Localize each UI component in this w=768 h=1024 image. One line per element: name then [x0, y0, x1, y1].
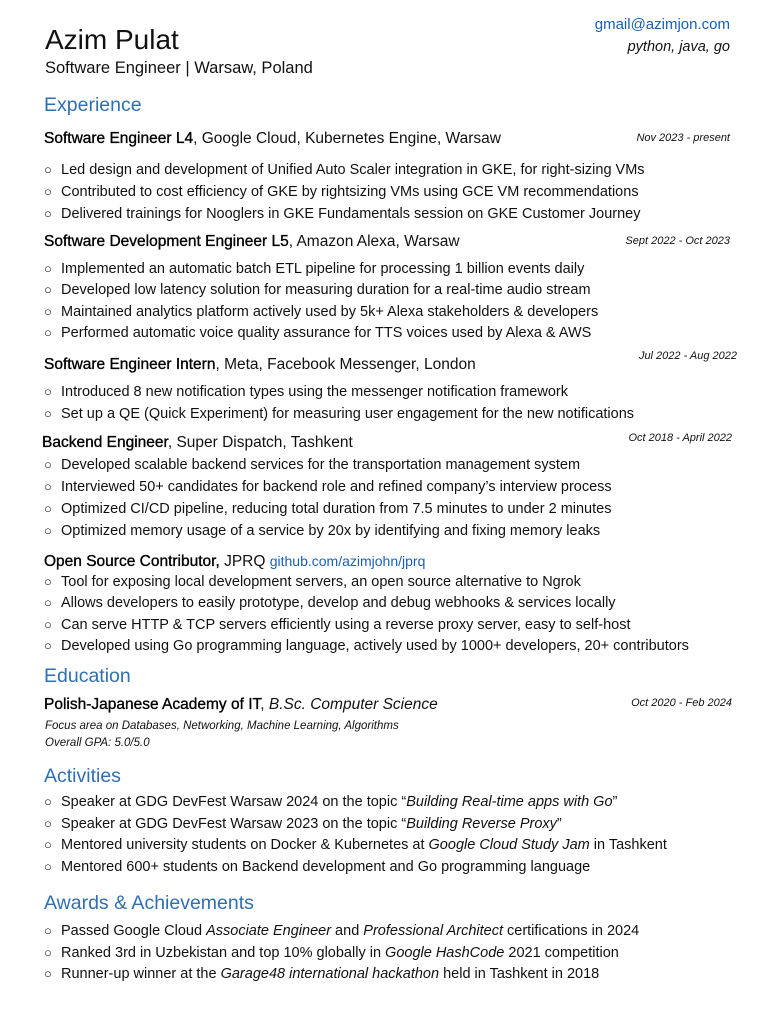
bullet-item: ○ Optimized CI/CD pipeline, reducing total duration from 7.5 minutes to under 2 minutes — [44, 501, 612, 517]
bullet-item: ○ Can serve HTTP & TCP servers efficiently using a reverse proxy server, easy to self-host — [44, 617, 631, 633]
resume-name: Azim Pulat — [45, 24, 179, 55]
job-title-superdispatch — [42, 433, 353, 453]
activity-item: ○ Speaker at GDG DevFest Warsaw 2023 on the topic “Building Reverse Proxy” — [44, 816, 562, 832]
job-date-meta: Jul 2022 - Aug 2022 — [638, 350, 737, 362]
bullet-item: ○ Implemented an automatic batch ETL pipeline for processing 1 billion events daily — [44, 261, 585, 277]
job-date-superdispatch: Oct 2018 - April 2022 — [628, 432, 732, 444]
job-title-meta — [44, 355, 476, 375]
bullet-item: ○ Developed scalable backend services for the transportation management system — [44, 457, 581, 473]
job-date-amazon: Sept 2022 - Oct 2023 — [625, 235, 730, 247]
education-focus: Focus area on Databases, Networking, Machine Learning, Algorithms — [45, 720, 399, 732]
job-title-google — [44, 129, 501, 149]
job-role: Software Development Engineer L5 — [44, 233, 289, 250]
email-link[interactable]: gmail@azimjon.com — [594, 16, 730, 33]
bullet-item: ○ Led design and development of Unified Auto Scaler integration in GKE, for right-sizing VMs — [44, 162, 645, 178]
bullet-item: ○ Introduced 8 new notification types using the messenger notification framework — [44, 384, 568, 400]
education-date: Oct 2020 - Feb 2024 — [631, 697, 732, 709]
bullet-item: ○ Performed automatic voice quality assurance for TTS voices used by Alexa & AWS — [44, 325, 592, 341]
section-experience-heading: Experience — [44, 94, 142, 116]
job-role: Software Engineer Intern — [44, 356, 216, 373]
resume-subtitle: Software Engineer | Warsaw, Poland — [45, 59, 313, 77]
job-role: Backend Engineer — [42, 434, 168, 451]
bullet-item: ○ Set up a QE (Quick Experiment) for measuring user engagement for the new notifications — [44, 406, 635, 422]
award-item: ○ Ranked 3rd in Uzbekistan and top 10% globally in Google HashCode 2021 competition — [44, 945, 619, 961]
bullet-item: ○ Tool for exposing local development servers, an open source alternative to Ngrok — [44, 574, 581, 590]
section-awards-heading: Awards & Achievements — [44, 892, 254, 914]
activity-item: ○ Speaker at GDG DevFest Warsaw 2024 on the topic “Building Real-time apps with Go” — [44, 794, 618, 810]
job-company: , Meta, Facebook Messenger, London — [215, 356, 476, 373]
activity-item: ○ Mentored 600+ students on Backend development and Go programming language — [44, 859, 591, 875]
job-company: , Google Cloud, Kubernetes Engine, Warsaw — [193, 130, 501, 147]
section-education-heading: Education — [44, 665, 131, 687]
job-date-google: Nov 2023 - present — [636, 132, 730, 144]
bullet-item: ○ Developed using Go programming language, actively used by 1000+ developers, 20+ contributors — [44, 638, 689, 654]
languages-text: python, java, go — [627, 39, 730, 55]
degree-name: B.Sc. Computer Science — [268, 696, 438, 713]
job-company: , Super Dispatch, Tashkent — [167, 434, 353, 451]
bullet-item: ○ Delivered trainings for Nooglers in GKE Fundamentals session on GKE Customer Journey — [44, 206, 641, 222]
bullet-item: ○ Developed low latency solution for measuring duration for a real-time audio stream — [44, 282, 591, 298]
activity-item: ○ Mentored university students on Docker & Kubernetes at Google Cloud Study Jam in Tashkent — [44, 837, 667, 853]
award-item: ○ Runner-up winner at the Garage48 international hackathon held in Tashkent in 2018 — [44, 966, 600, 982]
bullet-item: ○ Allows developers to easily prototype, develop and debug webhooks & services locally — [44, 595, 616, 611]
job-title-amazon — [44, 232, 460, 252]
jprq-github-link[interactable]: github.com/azimjohn/jprq — [269, 553, 426, 569]
job-company: JPRQ — [219, 553, 270, 570]
bullet-item: ○ Interviewed 50+ candidates for backend role and refined company’s interview process — [44, 479, 612, 495]
award-item: ○ Passed Google Cloud Associate Engineer and Professional Architect certifications in 2024 — [44, 923, 640, 939]
section-activities-heading: Activities — [44, 765, 121, 787]
job-role: Software Engineer L4 — [44, 130, 194, 147]
bullet-item: ○ Optimized memory usage of a service by 20x by identifying and fixing memory leaks — [44, 523, 601, 539]
job-company: , Amazon Alexa, Warsaw — [288, 233, 460, 250]
education-title: Polish-Japanese Academy of IT, B.Sc. Computer Science — [44, 696, 438, 713]
bullet-item: ○ Contributed to cost efficiency of GKE by rightsizing VMs using GCE VM recommendations — [44, 184, 639, 200]
bullet-item: ○ Maintained analytics platform actively used by 5k+ Alexa stakeholders & developers — [44, 304, 599, 320]
job-title-jprq — [44, 551, 425, 572]
job-role: Open Source Contributor, — [44, 553, 220, 570]
education-gpa: Overall GPA: 5.0/5.0 — [45, 737, 150, 749]
school-name: Polish-Japanese Academy of IT — [44, 696, 261, 713]
